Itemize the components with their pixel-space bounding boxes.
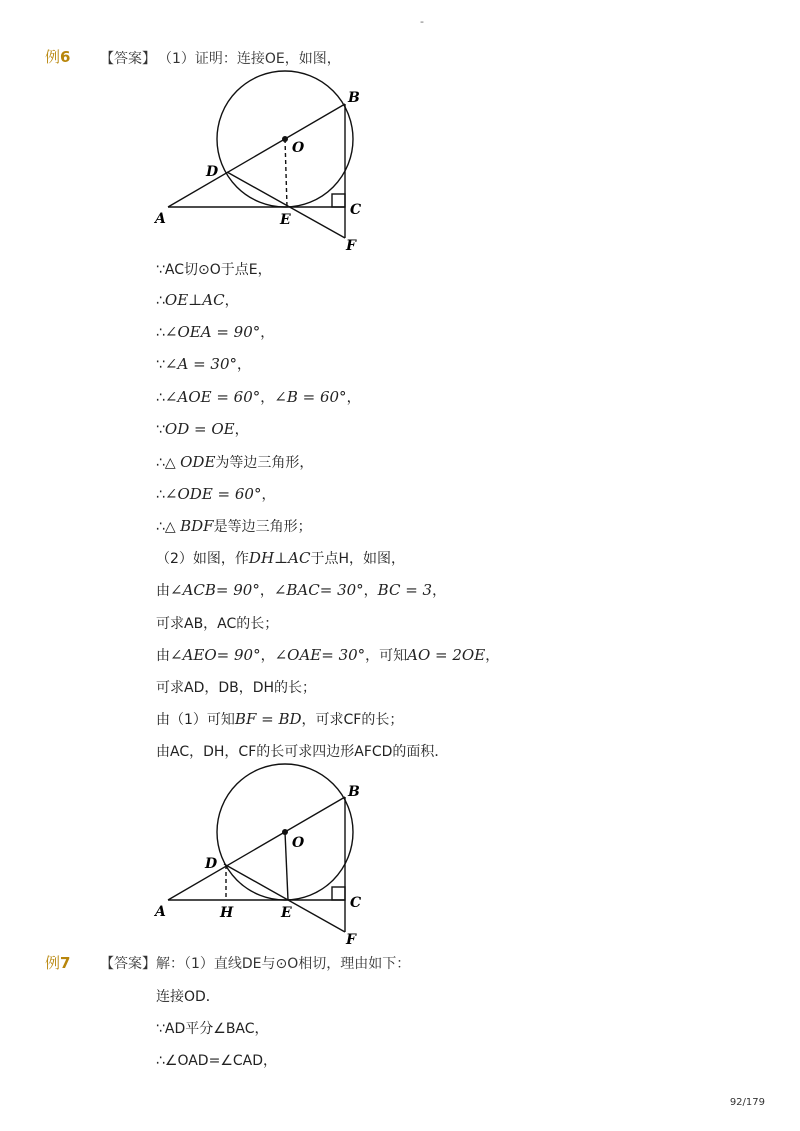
example-7-prefix: 例 <box>45 954 61 972</box>
ex6-line-13-text-2: ，可知 <box>365 648 408 664</box>
fig2-label-F: F <box>346 932 356 948</box>
ex6-line-7-text: ∴△ <box>156 455 181 471</box>
ex6-line-5-punct: ， <box>260 390 275 406</box>
fig2-line-OE <box>285 832 288 900</box>
ex6-line-4-math: ∠A = 30° <box>164 355 238 373</box>
figure-1 <box>0 0 800 260</box>
ex6-line-8 <box>156 484 275 504</box>
example-6-number: 6 <box>60 48 71 66</box>
ex6-line-8-punct: ， <box>261 487 276 503</box>
example-6-prefix: 例 <box>45 48 61 66</box>
ex6-line-3-punct: ， <box>260 325 275 341</box>
example-7-answer-tag: 【答案】 <box>100 956 156 972</box>
ex6-line-12-text: 可求AB，AC的长； <box>156 616 279 632</box>
ex6-line-13-math-2: ∠OAE= 30° <box>274 646 366 664</box>
ex6-line-13-text: 由 <box>156 648 170 664</box>
ex6-line-8-text: ∴ <box>156 487 165 503</box>
ex6-line-11-math-3: BC = 3 <box>377 581 433 599</box>
ex7-line-3: ∴∠OAD=∠CAD， <box>156 1053 278 1069</box>
ex6-line-1 <box>156 259 272 279</box>
ex6-line-11-punct: ， <box>259 583 274 599</box>
ex6-line-6-math: OD = OE <box>164 420 235 438</box>
ex6-line-10-math: DH⊥AC <box>248 549 311 567</box>
fig2-label-D: D <box>205 856 218 872</box>
example-7-number: 7 <box>60 954 71 972</box>
ex6-line-11-math: ∠ACB= 90° <box>170 581 260 599</box>
example-6-intro: （1）证明：连接OE，如图， <box>158 51 341 67</box>
ex6-line-10-suffix: 于点H，如图， <box>310 551 405 567</box>
ex6-line-11-punct-3: ， <box>432 583 447 599</box>
fig2-label-A: A <box>155 904 166 920</box>
fig1-label-B: B <box>348 90 360 106</box>
ex6-line-9 <box>156 516 312 536</box>
ex6-line-11-text: 由 <box>156 583 170 599</box>
ex6-line-4-text: ∵ <box>156 357 165 373</box>
ex6-line-6-text: ∵ <box>156 422 165 438</box>
ex6-line-13-math-3: AO = 2OE <box>407 646 486 664</box>
fig1-label-E: E <box>280 212 291 228</box>
ex6-line-3 <box>156 322 274 342</box>
ex6-line-11-punct-2: ， <box>363 583 378 599</box>
fig1-label-F: F <box>346 238 356 254</box>
ex6-line-16-text: 由AC，DH，CF的长可求四边形AFCD的面积． <box>156 744 449 760</box>
ex6-line-16 <box>156 741 448 761</box>
fig1-line-AB <box>168 104 345 207</box>
ex6-line-5-math: ∠AOE = 60° <box>164 388 261 406</box>
fig2-label-E: E <box>281 905 292 921</box>
ex6-line-2-punct: ， <box>224 293 239 309</box>
ex6-line-13-punct: ， <box>260 648 275 664</box>
fig2-line-AB <box>168 797 345 900</box>
fig1-label-A: A <box>155 211 166 227</box>
ex6-line-13-punct-3: ， <box>485 648 500 664</box>
ex6-line-4-punct: ， <box>237 357 252 373</box>
ex6-line-10-text: （2）如图，作 <box>156 551 249 567</box>
fig2-line-DF <box>224 864 345 932</box>
ex6-line-6-punct: ， <box>234 422 249 438</box>
example-7-intro: 解：（1）直线DE与⊙O相切，理由如下： <box>156 956 411 972</box>
ex6-line-4 <box>156 354 251 374</box>
page-number: 92/179 <box>729 1097 765 1108</box>
ex7-line-1: 连接OD． <box>156 989 220 1005</box>
ex6-line-5 <box>156 387 361 407</box>
ex6-line-6 <box>156 419 249 439</box>
ex6-line-8-math: ∠ODE = 60° <box>164 485 262 503</box>
ex6-line-13-math: ∠AEO= 90° <box>170 646 261 664</box>
fig1-label-D: D <box>206 164 219 180</box>
ex6-line-13 <box>156 645 499 665</box>
ex6-line-3-math: ∠OEA = 90° <box>164 323 261 341</box>
ex6-line-5-punct-2: ， <box>346 390 361 406</box>
ex6-line-2-text: ∴ <box>156 293 165 309</box>
ex6-line-2 <box>156 290 239 310</box>
fig1-right-angle <box>332 194 345 207</box>
ex6-line-14 <box>156 677 316 697</box>
fig2-label-B: B <box>348 784 360 800</box>
fig2-right-angle <box>332 887 345 900</box>
ex6-line-14-text: 可求AD，DB，DH的长； <box>156 680 317 696</box>
ex6-line-7 <box>156 452 313 472</box>
ex6-line-15-math: BF = BD <box>234 710 302 728</box>
ex6-line-7-math: ODE <box>180 453 216 471</box>
figure-2 <box>0 760 800 950</box>
fig2-label-C: C <box>350 895 362 911</box>
ex6-line-11-math-2: ∠BAC= 30° <box>273 581 364 599</box>
ex6-line-5-text: ∴ <box>156 390 165 406</box>
fig2-center-dot <box>282 829 288 835</box>
ex7-line-2: ∵AD平分∠BAC， <box>156 1021 269 1037</box>
ex6-line-15-suffix: ，可求CF的长； <box>301 712 404 728</box>
example-6-answer-tag: 【答案】 <box>100 51 156 67</box>
ex6-line-15 <box>156 709 403 729</box>
ex6-line-10 <box>156 548 405 568</box>
fig2-label-O: O <box>292 835 305 851</box>
ex6-line-15-text: 由（1）可知 <box>156 712 235 728</box>
ex6-line-5-math-2: ∠B = 60° <box>274 388 347 406</box>
ex6-line-9-math: BDF <box>180 517 214 535</box>
fig2-label-H: H <box>220 905 234 921</box>
ex6-line-11 <box>156 580 446 600</box>
ex6-line-3-text: ∴ <box>156 325 165 341</box>
example-7-label <box>45 952 70 973</box>
fig1-center-dot <box>282 136 288 142</box>
ex6-line-2-math: OE⊥AC <box>164 291 225 309</box>
fig1-label-O: O <box>292 140 305 156</box>
ex6-line-9-suffix: 是等边三角形； <box>213 519 312 535</box>
fig1-line-OE <box>285 139 287 207</box>
ex6-line-9-text: ∴△ <box>156 519 181 535</box>
header-mark: - <box>420 15 424 28</box>
ex6-line-7-suffix: 为等边三角形， <box>215 455 314 471</box>
ex6-line-1-text: ∵AC切⊙O于点E， <box>156 262 272 278</box>
ex6-line-12 <box>156 613 278 633</box>
fig1-label-C: C <box>350 202 362 218</box>
